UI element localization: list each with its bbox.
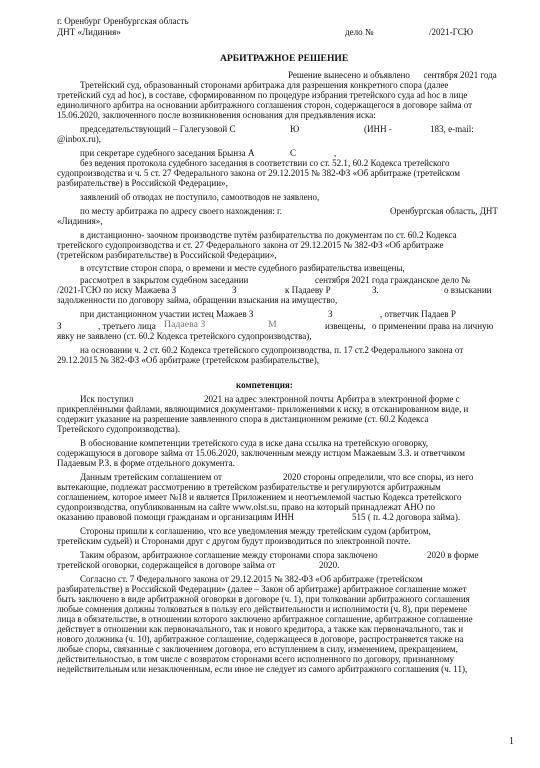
claim-line: Третейского судопроизводства).	[57, 424, 181, 434]
secretary-comma: ,	[334, 148, 337, 158]
intro-line: 15.06.2020, заключенного после возникновения основания для предъявления иска:	[57, 110, 376, 120]
protocol-line: судопроизводства и ч. 5 ст. 27 Федерального закона от 29.12.2015 № 382-ФЗ «Об арбитраже (третейском	[57, 168, 460, 178]
law-line: действительностью, в том числе с возвратом сторонами всего исполненного по договору, признанному	[57, 654, 455, 664]
participation-line: при дистанционном участии истец Мажаев З	[80, 309, 254, 319]
chair-email: @inbox.ru),	[57, 134, 102, 144]
protocol-line: разбирательстве) в Российской Федерации»,	[57, 178, 228, 188]
participation-third-party-name: Падаева З	[164, 319, 206, 330]
place-line: по месту арбитража по адресу своего нахождения: г.	[80, 206, 282, 216]
considered-respondent: к Падаеву Р	[285, 285, 331, 295]
challenges-line: заявлений об отводах не поступило, самоотводов не заявлено,	[80, 192, 320, 202]
participation-notified: извещены,	[325, 321, 366, 331]
agreement-line: Данным третейским соглашением от	[80, 472, 222, 482]
concluded-line: Таким образом, арбитражное соглашение между сторонами спора заключено	[80, 550, 378, 560]
absence-line: в отсутствие сторон спора, о времени и месте судебного разбирательства извещены,	[80, 263, 405, 273]
considered-initial: З	[232, 285, 237, 295]
basis-line: 29.12.2015 № 382-ФЗ «Об арбитраже (третейском разбирательстве),	[57, 355, 319, 365]
law-line: лица в обязательстве, в отношении которого заключено арбитражное соглашение, арбитражное соглашение	[57, 614, 473, 624]
justification-line: Падаевым Р.З. в форме отдельного документа.	[57, 458, 235, 468]
considered-initial: З.	[372, 285, 379, 295]
law-line: разбирательстве) в Российской Федерации» (далее – Закон об арбитраже) арбитражное соглашение может	[57, 584, 467, 594]
law-line: Согласно ст. 7 Федерального закона от 29.12.2015 № 382-ФЗ «Об арбитраже (третейском	[80, 574, 423, 584]
law-line: любые сомнения должны толковаться в пользу его действительности и исполнимости (ч. 8), при перемене	[57, 604, 468, 614]
chair-name: председательствующий – Галегузовой С	[80, 124, 236, 134]
chair-email-label: 183, e-mail:	[430, 124, 474, 134]
agreement-line: 515 ( п. 4.2 договора займа).	[352, 512, 461, 522]
justification-line: В обоснование компетенции третейского суда в иске дана ссылка на третейскую оговорку,	[80, 438, 429, 448]
concluded-line: 2020.	[319, 560, 340, 570]
place-settlement: «Лидиния»,	[57, 216, 103, 226]
considered-case: /2021-ГСЮ по иску Мажаева З	[57, 285, 177, 295]
law-line: действует в отношении как первоначального, так и нового кредитора, а также как первоначального, так и	[57, 624, 464, 634]
secretary-name: при секретаре судебного заседания Брынза А	[80, 148, 255, 158]
header-location: г. Оренбург Оренбургская область	[57, 16, 189, 26]
considered-line: рассмотрел в закрытом судебном заседании	[80, 275, 249, 285]
participation-third-party: , третьего лица	[98, 321, 156, 331]
basis-line: на основании ч. 2 ст. 60.2 Кодекса третейского судопроизводства, п. 17 ст.2 Федерального закона от	[80, 345, 464, 355]
protocol-line: без ведения протокола судебного заседания в соответствии со ст. 52.1, 60.2 Кодекса третейского	[80, 158, 450, 168]
considered-subject: о взыскании	[444, 285, 492, 295]
concluded-line: третейской оговорки, содержащейся в договоре займа от	[57, 560, 276, 570]
header-organization: ДНТ «Лидиния»	[57, 27, 121, 37]
document-title: АРБИТРАЖНОЕ РЕШЕНИЕ	[220, 53, 349, 64]
participation-third-party-initial: М	[268, 319, 277, 330]
chair-initial: Ю	[290, 124, 300, 134]
remote-line: третейского судопроизводства и ст. 27 Федерального закона от 29.12.2015 № 382-ФЗ «Об арбитраже	[57, 240, 444, 250]
agreement-line: соглашением, которое имеет №18 и является Приложением и неотъемлемой частью Кодекса третейского	[57, 492, 462, 502]
law-line: быть заключено в виде арбитражной оговорки в договоре (ч. 1), при толковании арбитражного соглашения	[57, 594, 470, 604]
law-line: нового должника (ч. 10), арбитражное соглашение, содержащееся в договоре, распространяется также на	[57, 634, 464, 644]
claim-line: 2021 на адрес электронной почты Арбитра в электронной форме с	[204, 394, 460, 404]
intro-line: Третейский суд, образованный сторонами арбитража для разрешения конкретного спора (далее	[80, 80, 449, 90]
considered-date: сентября 2021 года гражданское дело №	[315, 275, 470, 285]
notification-line: Стороны пришли к соглашению, что все уведомления между третейским судом (арбитром,	[80, 526, 431, 536]
claim-line: содержит указание на разрешение заявленного спора в дистанционном режиме (ст. 60.2 Кодекса	[57, 414, 429, 424]
remote-line: (третейском разбирательстве) в Российской Федерации»,	[57, 250, 277, 260]
concluded-line: 2020 в форме	[427, 550, 479, 560]
justification-line: содержащуюся в договоре займа от 15.06.2020, заключенным между истцом Мажаевым З.З. и ответчиком	[57, 448, 465, 458]
page-number: 1	[509, 736, 514, 747]
considered-subject-cont: задолженности по договору займа, обращении взыскания на имущество,	[57, 295, 338, 305]
chair-inn: (ИНН -	[364, 124, 392, 134]
remote-line: в дистанционно- заочном производстве путём разбирательства по документам по ст. 60.2 Кодекса	[80, 230, 457, 240]
intro-line: единоличного арбитра на основании арбитражного соглашения сторон, содержащегося в договоре займа от	[57, 100, 473, 110]
case-number: /2021-ГСЮ	[429, 27, 474, 37]
notification-line: третейским судьей) и Сторонами друг с другом будут производиться по электронной почте.	[57, 536, 411, 546]
agreement-line: оказанию правовой помощи гражданам и организациям ИНН	[57, 512, 295, 522]
law-line: недействительным или незаключенным, если иное не следует из самого арбитражного соглашения (ч. 11),	[57, 664, 468, 674]
law-line: любые споры, связанные с заключением договора, его вступлением в силу, изменением, прекращением,	[57, 644, 458, 654]
participation-right: о применении права на личную	[372, 321, 494, 331]
claim-line: прикреплёнными файлами, являющимися документами- приложениями к иску, в отсканированном виде, и	[57, 404, 469, 414]
case-label: дело №	[345, 27, 374, 37]
participation-initial: З	[57, 321, 62, 331]
agreement-line: вытекающие, подлежат рассмотрению в третейском разбирательстве и регулируются арбитражным	[57, 482, 441, 492]
participation-initial: З	[328, 309, 333, 319]
section-heading-competence: компетенция:	[236, 380, 293, 390]
agreement-line: 2020 стороны определили, что все споры, из него	[283, 472, 474, 482]
place-region: Оренбургская область, ДНТ	[390, 206, 498, 216]
intro-line: третейский суд ad hoc), в составе, сформированном по процедуре избрания третейского суда ad hoc в лице	[57, 90, 468, 100]
participation-respondent: , ответчик Падаев Р	[380, 309, 456, 319]
secretary-initial: С	[290, 148, 297, 158]
claim-line: Иск поступил	[80, 394, 134, 404]
decision-date: Решение вынесено и объявлено сентября 2021 года	[288, 70, 497, 80]
participation-line: явку не заявлено (ст. 60.2 Кодекса третейского судопроизводства),	[57, 331, 312, 341]
agreement-line: судопроизводства, опубликованным на сайте www.olst.su, право на который принадлежат АНО по	[57, 502, 435, 512]
